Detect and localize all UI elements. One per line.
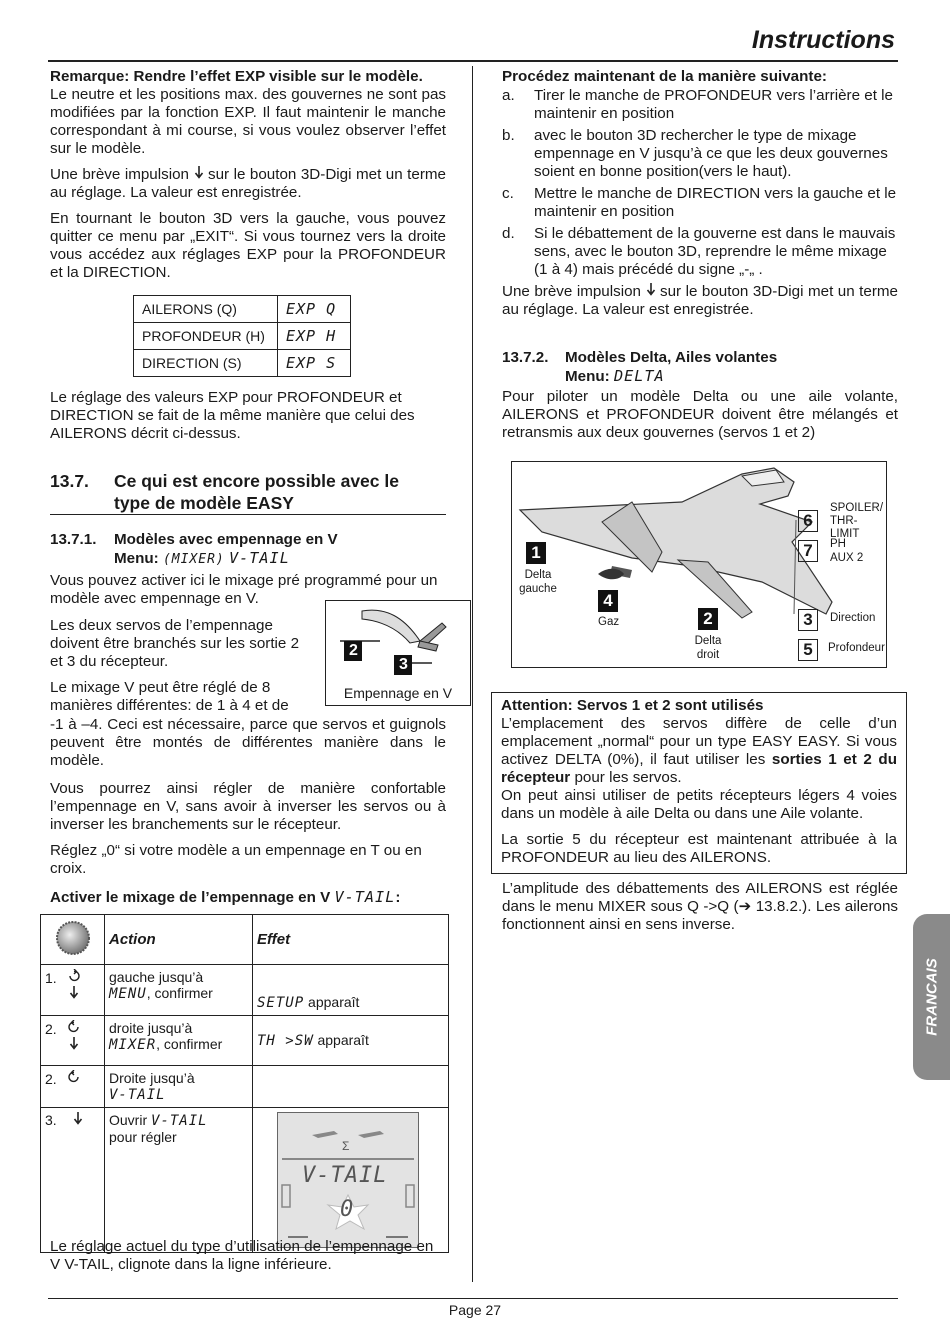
- list-item: b. avec le bouton 3D rechercher le type de mixage empennage en V jusqu’à ce que les deux gouvernes soient en bonne position(vers le haut).: [502, 127, 888, 180]
- action-header: Action: [105, 915, 253, 965]
- table-row: [134, 350, 351, 377]
- press-arrow-icon: [69, 986, 79, 999]
- vtail-intro: Vous pouvez activer ici le mixage pré programmé pour un modèle avec empennage en V.: [50, 572, 438, 607]
- attention-paragraph-1: L’emplacement des servos diffère de celle d’un emplacement „normal“ pour un type EASY EASY. Si vous activez DELTA (0%), il faut utiliser les sorties 1 et 2 du récepteur pour les servos.: [501, 715, 897, 786]
- exp-value: EXP Q: [278, 296, 351, 323]
- lcd-screen: [277, 1112, 419, 1248]
- exp-setting-paragraph: Le réglage des valeurs EXP pour PROFONDEUR et DIRECTION se fait de la même manière que celui des AILERONS décrit ci-dessus.: [50, 389, 415, 442]
- step-action-cell: Ouvrir V-TAIL pour régler: [105, 1108, 253, 1253]
- exit-paragraph: En tournant le bouton 3D vers la gauche, vous pouvez quitter ce menu par „EXIT“. Si vous tournez vers la droite vous accédez aux réglages EXP pour la PROFONDEUR et la DIRECTION.: [50, 210, 446, 281]
- step-number-cell: 2.: [41, 1016, 105, 1066]
- delta-label-1: Delta gauche: [519, 569, 557, 595]
- step-number-cell: 3.: [41, 1108, 105, 1253]
- rotate-right-icon: [67, 1020, 81, 1034]
- column-divider: [472, 66, 473, 1282]
- footer-divider: [48, 1298, 898, 1299]
- list-item: c. Mettre le manche de DIRECTION vers la gauche et le maintenir en position: [502, 185, 897, 220]
- lcd-line-2: 0: [340, 1197, 355, 1222]
- subsection-heading-2: 13.7.2. Modèles Delta, Ailes volantes Menu: DELTA: [502, 349, 778, 385]
- section-divider: [50, 514, 446, 515]
- table-row: [134, 296, 351, 323]
- delta-label-5-num: 5: [798, 639, 818, 661]
- step-action-cell: gauche jusqu’à MENU, confirmer: [105, 965, 253, 1016]
- remark-title: Remarque: Rendre l’effet EXP visible sur le modèle.: [50, 68, 423, 85]
- language-tab-label: FRANCAIS: [923, 958, 940, 1036]
- rotate-right-icon: [67, 1070, 81, 1084]
- current-setting-block: [50, 1238, 446, 1282]
- lcd-line-1: V-TAIL: [302, 1163, 388, 1188]
- list-item: a. Tirer le manche de PROFONDEUR vers l’arrière et le maintenir en position: [502, 87, 893, 122]
- step-effect-cell: [253, 1066, 449, 1108]
- step-number-cell: 2.: [41, 1066, 105, 1108]
- delta-intro-block: [502, 388, 898, 450]
- delta-label-5: Profondeur: [828, 642, 885, 654]
- press-arrow-icon: [69, 1037, 79, 1050]
- press-arrow-icon: [73, 1112, 83, 1125]
- exp-table: [133, 295, 351, 377]
- page-header-title: Instructions: [751, 26, 895, 54]
- delta-label-3: Direction: [830, 612, 876, 624]
- exp-setting-block: [50, 389, 446, 451]
- delta-intro: Pour piloter un modèle Delta ou une aile volante, AILERONS et PROFONDEUR doivent être mélangés et retransmis aux deux gouvernes (servos 1 et 2): [502, 388, 898, 441]
- vtail-comfort: Vous pourrez ainsi régler de manière confortable l’empennage en V, sans avoir à inverser les servos ou à inverser les branchements sur le récepteur.: [50, 780, 446, 833]
- press-arrow-icon: [646, 283, 656, 296]
- attention-box: [491, 692, 907, 874]
- remark-text: Le neutre et les positions max. des gouvernes ne sont pas modifiées par la fonction EXP. Il faut maintenir le manche correspondant à mi course, si vous voulez observer l’effet sur le modèle.: [50, 86, 446, 157]
- step-number-cell: 1.: [41, 965, 105, 1016]
- effect-header: Effet: [253, 915, 449, 965]
- vtail-caption: Empennage en V: [343, 685, 453, 701]
- table-row: [41, 1066, 449, 1108]
- press-arrow-icon: [194, 166, 204, 179]
- vtail-zero: Réglez „0“ si votre modèle a un empennage en T ou en croix.: [50, 842, 422, 877]
- section-heading: 13.7. Ce qui est encore possible avec le type de modèle EASY: [50, 471, 399, 513]
- current-setting: Le réglage actuel du type d’utilisation de l’empennage en V V-TAIL, clignote dans la ligne inférieure.: [50, 1238, 434, 1273]
- subsection-heading-1: 13.7.1. Modèles avec empennage en V Menu: (MIXER) V-TAIL: [50, 531, 338, 567]
- attention-paragraph-3: La sortie 5 du récepteur est maintenant attribuée à la PROFONDEUR au lieu des AILERONS.: [501, 831, 897, 866]
- delta-label-4: Gaz: [598, 616, 620, 628]
- activate-heading: Activer le mixage de l’empennage en V V-TAIL:: [50, 888, 401, 906]
- left-column-top: [50, 68, 446, 290]
- table-row: [134, 323, 351, 350]
- vtail-figure: [325, 600, 471, 706]
- vtail-servos-block: [50, 617, 306, 715]
- exp-label: PROFONDEUR (H): [134, 323, 278, 350]
- lcd-sigma: Σ: [342, 1139, 350, 1153]
- attention-paragraph-2: On peut ainsi utiliser de petits récepteurs légers 4 voies dans un modèle à aile Delta ou dans une Aile volante.: [501, 787, 897, 822]
- step-effect-cell: [253, 1108, 449, 1253]
- exp-label: DIRECTION (S): [134, 350, 278, 377]
- delta-label-1-num: 1: [526, 542, 546, 564]
- knob-header-cell: [41, 915, 105, 965]
- knob-icon: [55, 920, 91, 956]
- header-divider: [48, 60, 898, 62]
- step-action-cell: Droite jusqu’à V-TAIL: [105, 1066, 253, 1108]
- exp-value: EXP S: [278, 350, 351, 377]
- delta-label-7: PH AUX 2: [830, 538, 864, 564]
- language-side-tab: [913, 914, 950, 1080]
- step-effect-cell: SETUP apparaît: [253, 965, 449, 1016]
- table-row: [41, 965, 449, 1016]
- attention-title: Attention: Servos 1 et 2 sont utilisés: [501, 697, 764, 714]
- steps-table: [40, 914, 449, 1253]
- delta-label-6-num: 6: [798, 510, 818, 532]
- short-press-paragraph-right: Une brève impulsion sur le bouton 3D-Digi met un terme au réglage. La valeur est enregistrée.: [502, 283, 898, 318]
- vtail-servo-3: 3: [399, 656, 408, 673]
- step-effect-cell: TH >SW apparaît: [253, 1016, 449, 1066]
- amplitude-block: [502, 880, 898, 942]
- delta-label-2: Delta droit: [694, 635, 722, 661]
- delta-label-2-num: 2: [698, 608, 718, 630]
- rotate-left-icon: [67, 969, 81, 983]
- list-item: d. Si le débattement de la gouverne est dans le mauvais sens, avec le bouton 3D, reprendre le même mixage (1 à 4) mais précédé du signe „-„ .: [502, 225, 896, 278]
- delta-label-3-num: 3: [798, 609, 818, 631]
- procedure-title: Procédez maintenant de la manière suivante:: [502, 68, 827, 85]
- table-row: [41, 1016, 449, 1066]
- delta-label-4-num: 4: [598, 590, 618, 612]
- table-row: [41, 1108, 449, 1253]
- table-header-row: [41, 915, 449, 965]
- right-column-top: [502, 68, 898, 327]
- vtail-illustration: [326, 601, 470, 681]
- page-number: Page 27: [448, 1302, 502, 1318]
- exp-label: AILERONS (Q): [134, 296, 278, 323]
- vtail-mix-a: Le mixage V peut être réglé de 8 manières différentes: de 1 à 4 et de: [50, 679, 289, 714]
- vtail-servo-2: 2: [349, 642, 358, 659]
- delta-figure: [511, 461, 887, 668]
- exp-value: EXP H: [278, 323, 351, 350]
- short-press-paragraph: Une brève impulsion sur le bouton 3D-Digi met un terme au réglage. La valeur est enregistrée.: [50, 166, 446, 201]
- delta-label-7-num: 7: [798, 540, 818, 562]
- delta-label-6: SPOILER/ THR-LIMIT: [830, 502, 884, 540]
- vtail-servos: Les deux servos de l’empennage doivent être branchés sur les sortie 2 et 3 du récepteur.: [50, 617, 300, 670]
- vtail-mix-b: -1 à –4. Ceci est nécessaire, parce que servos et guignols peuvent être montés de différentes manière dans le modèle.: [50, 716, 446, 769]
- amplitude-paragraph: L’amplitude des débattements des AILERONS est réglée dans le menu MIXER sous Q ->Q (➔ 13.8.2.). Les ailerons fonctionnent ainsi en sens inverse.: [502, 880, 898, 933]
- step-action-cell: droite jusqu’à MIXER, confirmer: [105, 1016, 253, 1066]
- vtail-body-block: [50, 716, 446, 915]
